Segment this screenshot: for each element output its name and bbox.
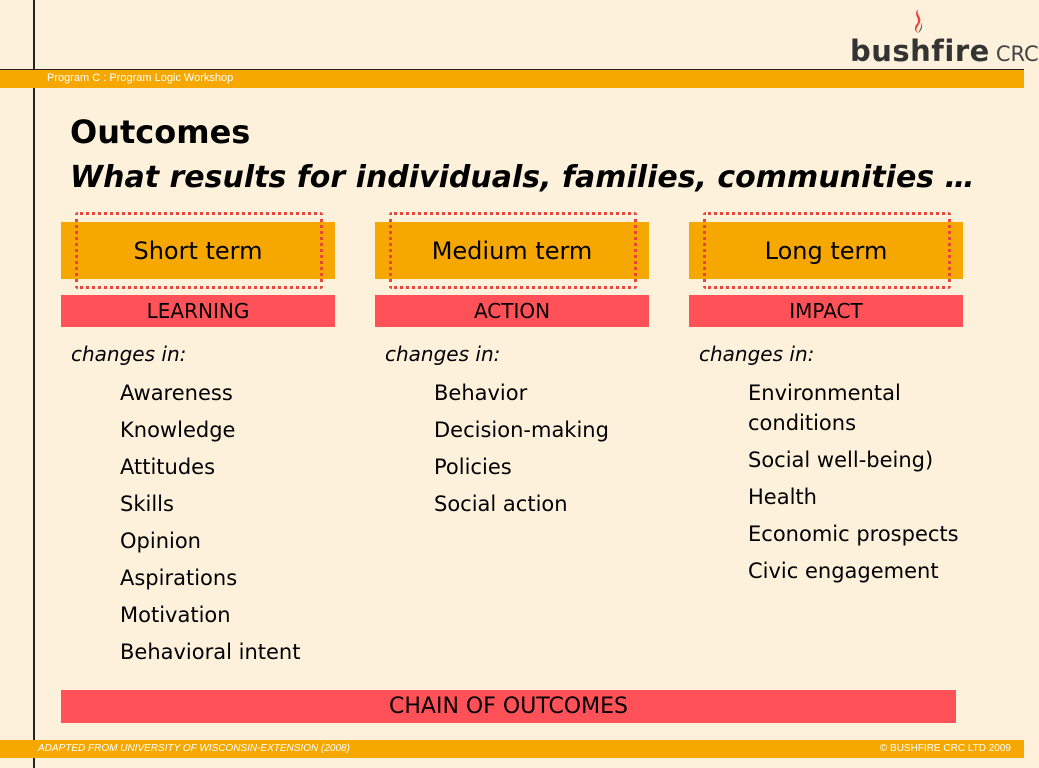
list-item: Civic engagement <box>748 559 939 583</box>
slide-title: Outcomes <box>70 113 251 151</box>
list-item: Behavioral intent <box>120 640 301 664</box>
changes-label: changes in: <box>71 342 187 366</box>
bushfire-crc-logo <box>846 8 1039 68</box>
term-box-short <box>61 222 335 279</box>
list-item: Skills <box>120 492 174 516</box>
category-box-impact <box>689 295 963 327</box>
footer-bar <box>0 740 1024 758</box>
category-label: ACTION <box>473 299 551 323</box>
dotted-outline <box>389 212 637 289</box>
changes-label: changes in: <box>699 342 815 366</box>
list-item: Attitudes <box>120 455 216 479</box>
left-margin-line <box>33 0 35 768</box>
list-item: Opinion <box>120 529 201 553</box>
changes-label: changes in: <box>385 342 501 366</box>
items-list <box>120 378 335 667</box>
list-item: Economic prospects <box>748 522 959 546</box>
term-label: Medium term <box>431 236 593 265</box>
slide-subtitle: What results for individuals, families, communities … <box>70 160 975 195</box>
category-box-action <box>375 295 649 327</box>
header-bar <box>0 69 1024 88</box>
column-short-term <box>61 222 335 674</box>
logo-name: bushfire <box>850 34 990 68</box>
category-label: LEARNING <box>146 299 250 323</box>
items-list <box>434 378 649 519</box>
footer-copyright: © BUSHFIRE CRC LTD 2009 <box>879 743 1011 754</box>
category-label: IMPACT <box>789 299 863 323</box>
list-item: Environmental conditions <box>748 381 901 435</box>
flame-icon <box>910 8 926 34</box>
logo-suffix: CRC <box>995 42 1039 66</box>
list-item: Aspirations <box>120 566 238 590</box>
term-box-long <box>689 222 963 279</box>
category-box-learning <box>61 295 335 327</box>
logo-text <box>850 34 1039 68</box>
chain-label: CHAIN OF OUTCOMES <box>389 694 628 719</box>
list-item: Social well-being) <box>748 448 934 472</box>
list-item: Decision-making <box>434 418 609 442</box>
list-item: Awareness <box>120 381 233 405</box>
dotted-outline <box>703 212 951 289</box>
dotted-outline <box>75 212 323 289</box>
list-item: Behavior <box>434 381 528 405</box>
items-list <box>748 378 963 586</box>
term-label: Long term <box>764 236 888 265</box>
list-item: Social action <box>434 492 568 516</box>
list-item: Knowledge <box>120 418 236 442</box>
program-label: Program C : Program Logic Workshop <box>47 72 234 84</box>
column-long-term <box>689 222 963 593</box>
list-item: Motivation <box>120 603 231 627</box>
term-box-medium <box>375 222 649 279</box>
list-item: Policies <box>434 455 512 479</box>
chain-of-outcomes-banner <box>61 690 956 723</box>
column-medium-term <box>375 222 649 526</box>
term-label: Short term <box>133 236 263 265</box>
footer-attribution: ADAPTED FROM UNIVERSITY OF WISCONSIN-EXTENSION (2008) <box>38 743 350 754</box>
list-item: Health <box>748 485 817 509</box>
